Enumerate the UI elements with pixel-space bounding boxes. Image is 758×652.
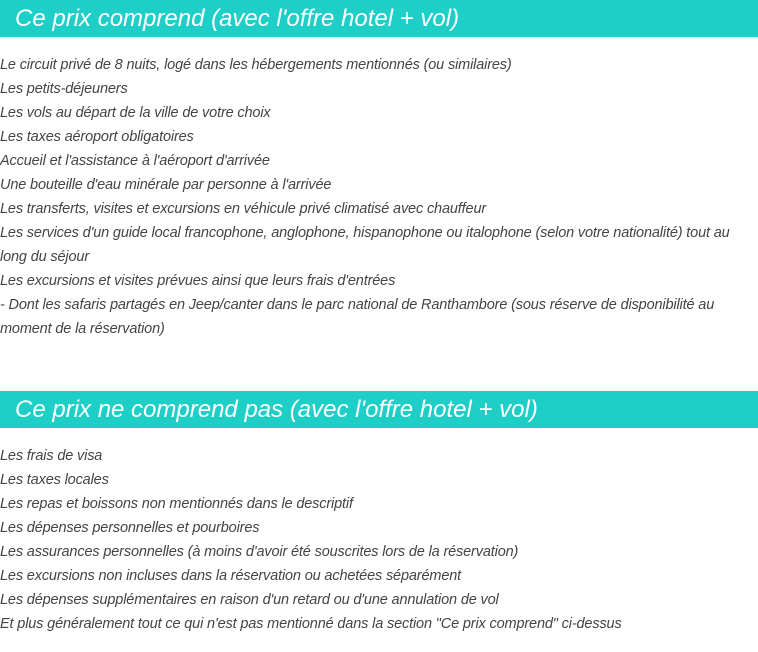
list-item: Les repas et boissons non mentionnés dans le descriptif [0,496,353,512]
list-item: Les taxes aéroport obligatoires [0,129,194,145]
list-item: Les dépenses personnelles et pourboires [0,520,260,536]
includes-section-title: Ce prix comprend (avec l'offre hotel + vol) [0,0,758,37]
list-item: Accueil et l'assistance à l'aéroport d'arrivée [0,153,270,169]
list-item: Et plus généralement tout ce qui n'est pas mentionné dans la section "Ce prix comprend" ci-dessus [0,616,622,632]
list-item: Les assurances personnelles (à moins d'avoir été souscrites lors de la réservation) [0,544,519,560]
list-item: Les excursions et visites prévues ainsi que leurs frais d'entrées [0,273,396,289]
includes-list [0,53,758,341]
excludes-section-title: Ce prix ne comprend pas (avec l'offre hotel + vol) [0,391,758,428]
list-item: Les transferts, visites et excursions en véhicule privé climatisé avec chauffeur [0,201,487,217]
list-item: Les vols au départ de la ville de votre choix [0,105,271,121]
list-item: Les dépenses supplémentaires en raison d'un retard ou d'une annulation de vol [0,592,499,608]
list-item: Le circuit privé de 8 nuits, logé dans les hébergements mentionnés (ou similaires) [0,57,512,73]
excludes-list [0,444,758,636]
list-item: Les excursions non incluses dans la réservation ou achetées séparément [0,568,462,584]
list-item: Les petits-déjeuners [0,81,128,97]
list-item: - Dont les safaris partagés en Jeep/canter dans le parc national de Ranthambore (sous réserve de disponibilité au moment de la réservation) [0,297,715,337]
list-item: Les taxes locales [0,472,109,488]
list-item: Les services d'un guide local francophone, anglophone, hispanophone ou italophone (selon votre nationalité) tout au long du séjour [0,225,730,265]
list-item: Les frais de visa [0,448,103,464]
list-item: Une bouteille d'eau minérale par personne à l'arrivée [0,177,332,193]
